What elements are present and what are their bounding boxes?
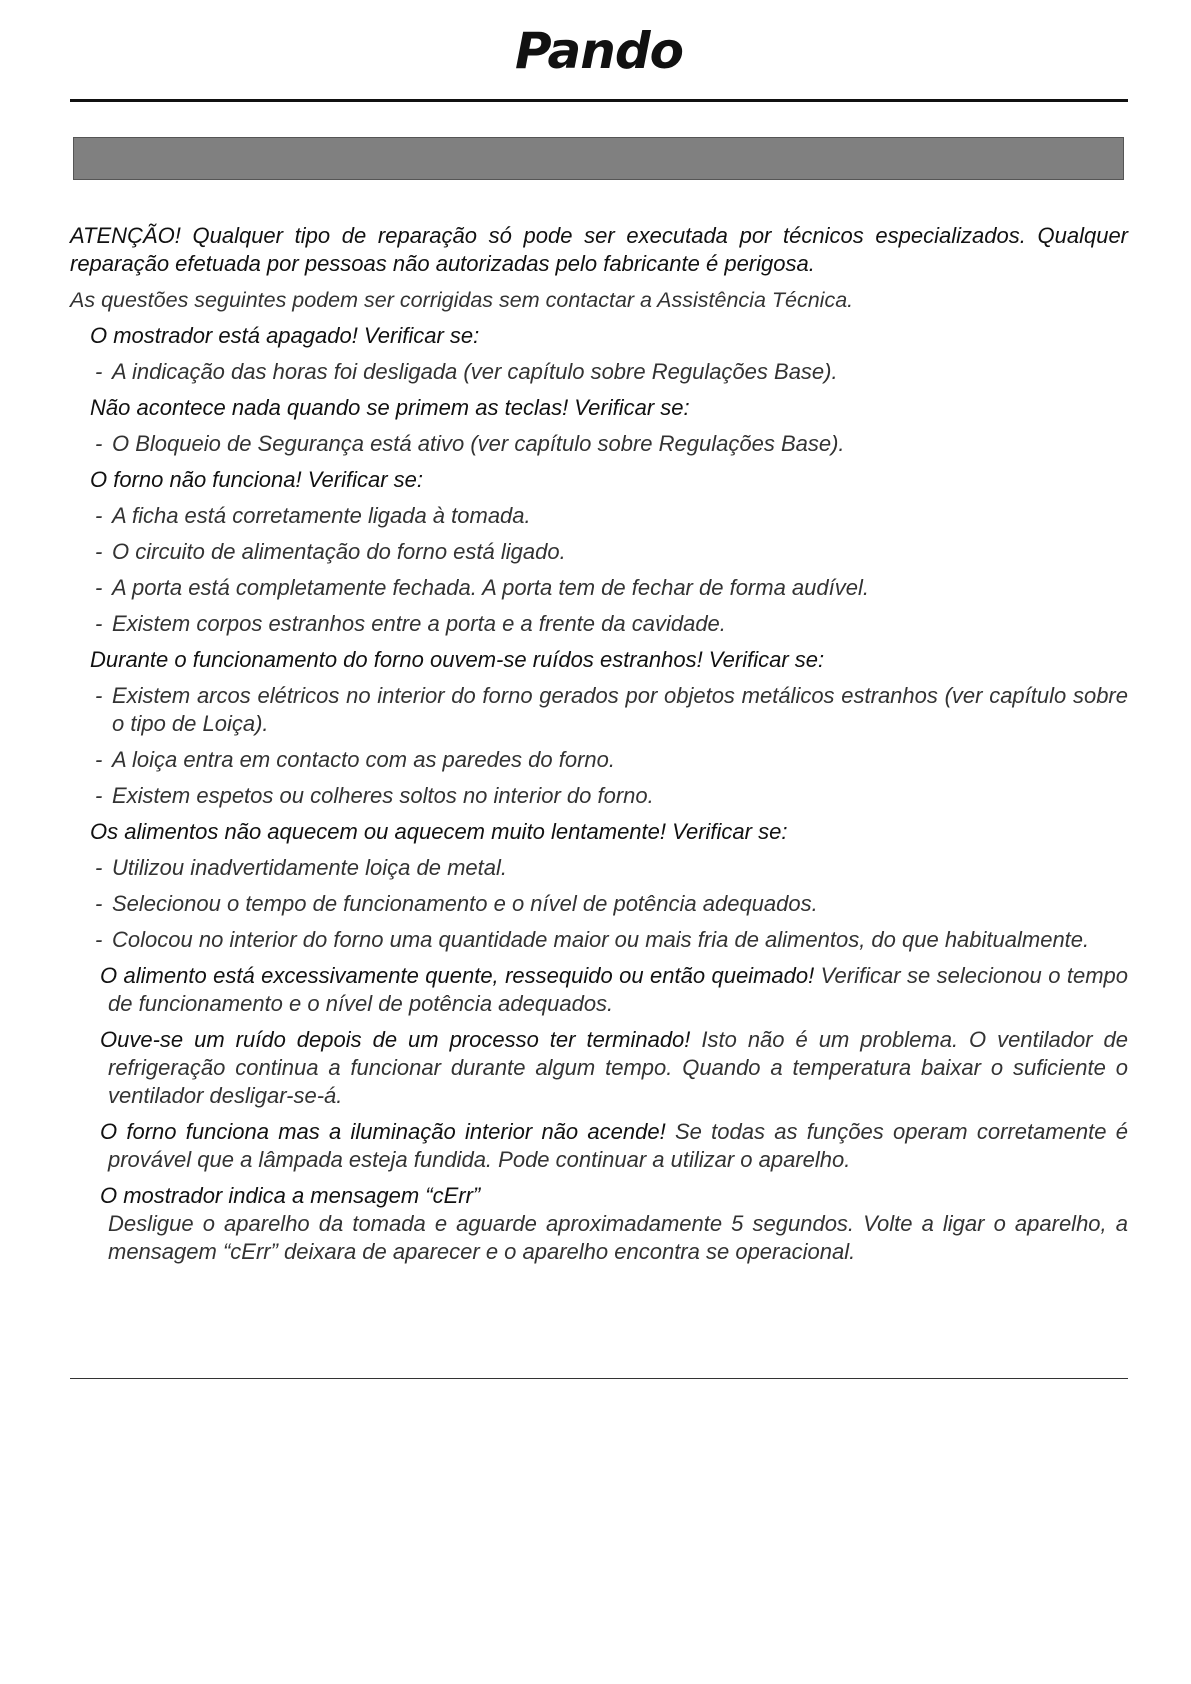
item-text: O circuito de alimentação do forno está ligado. bbox=[112, 539, 566, 564]
list-item bbox=[70, 502, 1128, 530]
dash-marker: - bbox=[95, 539, 103, 564]
section-title-bar bbox=[73, 137, 1124, 180]
list-item bbox=[70, 574, 1128, 602]
note-paragraph bbox=[70, 962, 1128, 1018]
note-paragraph bbox=[70, 1118, 1128, 1174]
list-item bbox=[70, 538, 1128, 566]
dash-marker: - bbox=[95, 575, 103, 600]
item-text: Selecionou o tempo de funcionamento e o nível de potência adequados. bbox=[112, 891, 818, 916]
item-text: Utilizou inadvertidamente loiça de metal. bbox=[112, 855, 507, 880]
question-heading: O forno não funciona! Verificar se: bbox=[90, 467, 424, 492]
dash-marker: - bbox=[95, 683, 103, 708]
intro-text: As questões seguintes podem ser corrigidas sem contactar a Assistência Técnica. bbox=[70, 288, 854, 312]
footer-divider bbox=[70, 1378, 1128, 1379]
list-item bbox=[70, 682, 1128, 738]
item-text: Existem corpos estranhos entre a porta e a frente da cavidade. bbox=[112, 611, 726, 636]
item-text: O Bloqueio de Segurança está ativo (ver capítulo sobre Regulações Base). bbox=[112, 431, 845, 456]
item-text: Colocou no interior do forno uma quantidade maior ou mais fria de alimentos, do que habitualmente. bbox=[112, 927, 1090, 952]
dash-marker: - bbox=[95, 783, 103, 808]
dash-marker: - bbox=[95, 431, 103, 456]
dash-marker: - bbox=[95, 503, 103, 528]
list-item bbox=[70, 890, 1128, 918]
cerr-text: Desligue o aparelho da tomada e aguarde aproximadamente 5 segundos. Volte a ligar o aparelho, a mensagem “cErr” deixara de aparecer e o aparelho encontra se operacional. bbox=[108, 1211, 1128, 1264]
dash-marker: - bbox=[95, 855, 103, 880]
question-heading: O mostrador está apagado! Verificar se: bbox=[90, 323, 480, 348]
safety-warning: ATENÇÃO! Qualquer tipo de reparação só pode ser executada por técnicos especializados. Qualquer reparação efetuada por pessoas não autorizadas pelo fabricante é perigosa. bbox=[70, 223, 1128, 276]
item-text: A ficha está corretamente ligada à tomada. bbox=[112, 503, 531, 528]
dash-marker: - bbox=[95, 611, 103, 636]
cerr-note bbox=[70, 1182, 1128, 1266]
dash-marker: - bbox=[95, 747, 103, 772]
list-item bbox=[70, 358, 1128, 386]
list-item bbox=[70, 430, 1128, 458]
troubleshooting-content bbox=[70, 222, 1128, 1266]
item-text: A loiça entra em contacto com as paredes do forno. bbox=[112, 747, 616, 772]
list-item bbox=[70, 926, 1128, 954]
note-lead: O alimento está excessivamente quente, ressequido ou então queimado! bbox=[100, 963, 815, 988]
item-text: A indicação das horas foi desligada (ver capítulo sobre Regulações Base). bbox=[112, 359, 838, 384]
note-lead: Ouve-se um ruído depois de um processo ter terminado! bbox=[100, 1027, 691, 1052]
note-text: Isto não é um problema. O ventilador de refrigeração continua a funcionar durante algum tempo. Quando a temperatura baixar o suficiente o ventilador desligar-se-á. bbox=[108, 1027, 1128, 1108]
list-item bbox=[70, 610, 1128, 638]
list-item bbox=[70, 854, 1128, 882]
cerr-heading: O mostrador indica a mensagem “cErr” bbox=[100, 1183, 481, 1208]
question-heading: Os alimentos não aquecem ou aquecem muito lentamente! Verificar se: bbox=[90, 819, 788, 844]
item-text: A porta está completamente fechada. A porta tem de fechar de forma audível. bbox=[112, 575, 869, 600]
dash-marker: - bbox=[95, 891, 103, 916]
list-item bbox=[70, 782, 1128, 810]
brand-logo: Pando bbox=[515, 22, 683, 80]
dash-marker: - bbox=[95, 359, 103, 384]
document-page bbox=[70, 0, 1128, 1684]
question-heading: Durante o funcionamento do forno ouvem-se ruídos estranhos! Verificar se: bbox=[90, 647, 825, 672]
dash-marker: - bbox=[95, 927, 103, 952]
note-paragraph bbox=[70, 1026, 1128, 1110]
note-text: Se todas as funções operam corretamente é provável que a lâmpada esteja fundida. Pode continuar a utilizar o aparelho. bbox=[108, 1119, 1128, 1172]
question-heading: Não acontece nada quando se primem as teclas! Verificar se: bbox=[90, 395, 690, 420]
note-text: Verificar se selecionou o tempo de funcionamento e o nível de potência adequados. bbox=[108, 963, 1128, 1016]
item-text: Existem espetos ou colheres soltos no interior do forno. bbox=[112, 783, 654, 808]
list-item bbox=[70, 746, 1128, 774]
note-lead: O forno funciona mas a iluminação interior não acende! bbox=[100, 1119, 666, 1144]
item-text: Existem arcos elétricos no interior do forno gerados por objetos metálicos estranhos (ver capítulo sobre o tipo de Loiça). bbox=[112, 683, 1128, 736]
header-divider bbox=[70, 99, 1128, 102]
